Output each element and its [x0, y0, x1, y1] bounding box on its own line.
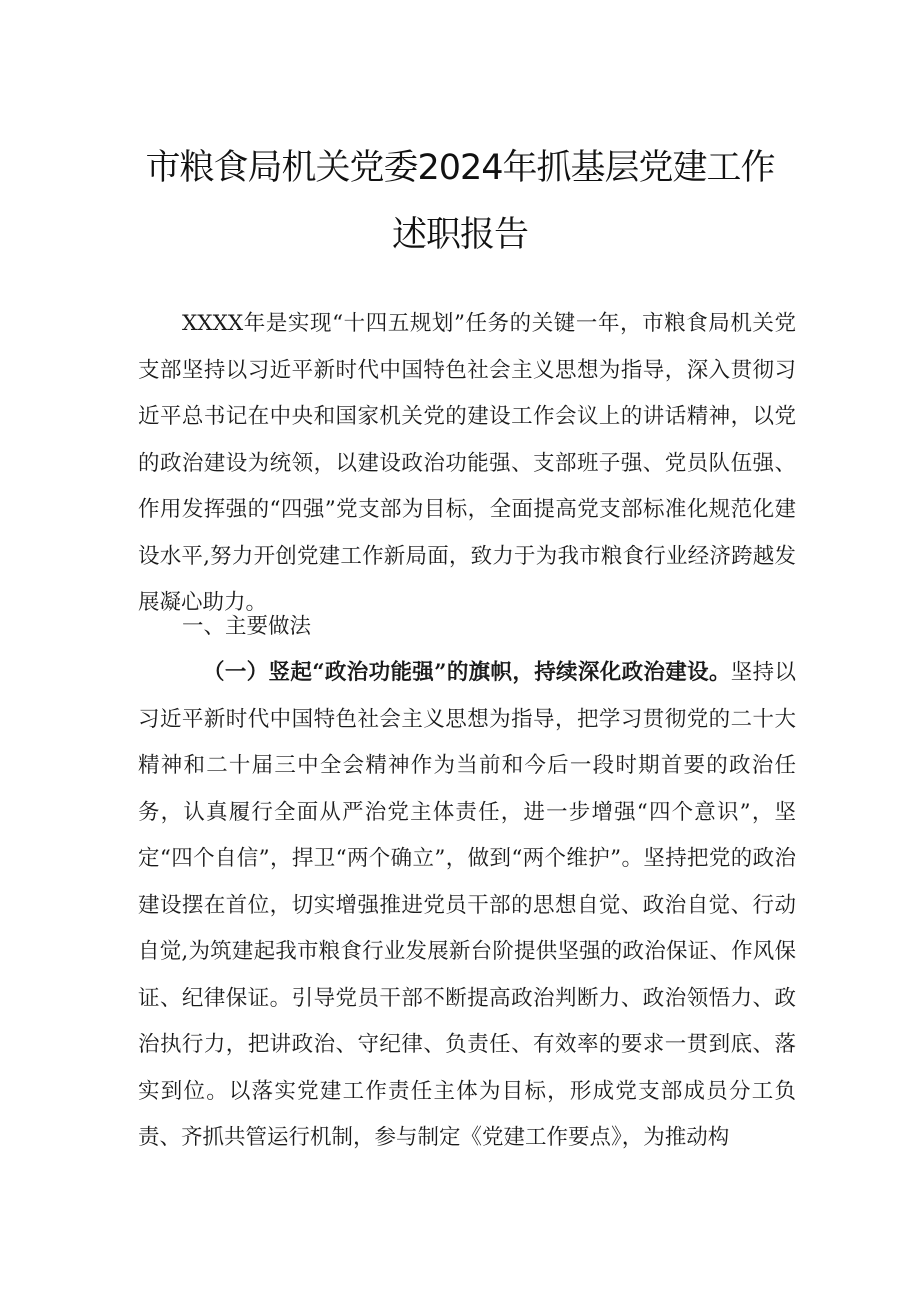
section-heading: 一、主要做法 [182, 614, 312, 639]
document-title-line-1: 市粮食局机关党委2024年抓基层党建工作 [145, 148, 775, 188]
document-title-line-2: 述职报告 [391, 215, 528, 255]
intro-paragraph: XXXX年是实现“十四五规划”任务的关键一年，市粮食局机关党支部坚持以习近平新时代中国特色社会主义思想为指导，深入贯彻习近平总书记在中央和国家机关党的建设工作会议上的讲话精神，以党的政治建设为统领，以建设政治功能强、支部班子强、党员队伍强、作用发挥强的“四强”党支部为目标，全面提高党支部标准化规范化建设水平,努力开创党建工作新局面，致力于为我市粮食行业经济跨越发展凝心助力。 [138, 311, 796, 615]
subsection-paragraph [138, 650, 796, 1162]
subsection-heading: （一）竖起“政治功能强”的旗帜，持续深化政治建设。 [203, 660, 731, 685]
subsection-body: 坚持以习近平新时代中国特色社会主义思想为指导，把学习贯彻党的二十大精神和二十届三中全会精神作为当前和今后一段时期首要的政治任务，认真履行全面从严治党主体责任，进一步增强“四个意识”，坚定“四个自信”，捍卫“两个确立”，做到“两个维护”。坚持把党的政治建设摆在首位，切实增强推进党员干部的思想自觉、政治自觉、行动自觉,为筑建起我市粮食行业发展新台阶提供坚强的政治保证、作风保证、纪律保证。引导党员干部不断提高政治判断力、政治领悟力、政治执行力，把讲政治、守纪律、负责任、有效率的要求一贯到底、落实到位。以落实党建工作责任主体为目标，形成党支部成员分工负责、齐抓共管运行机制，参与制定《党建工作要点》，为推动构 [138, 660, 796, 1150]
